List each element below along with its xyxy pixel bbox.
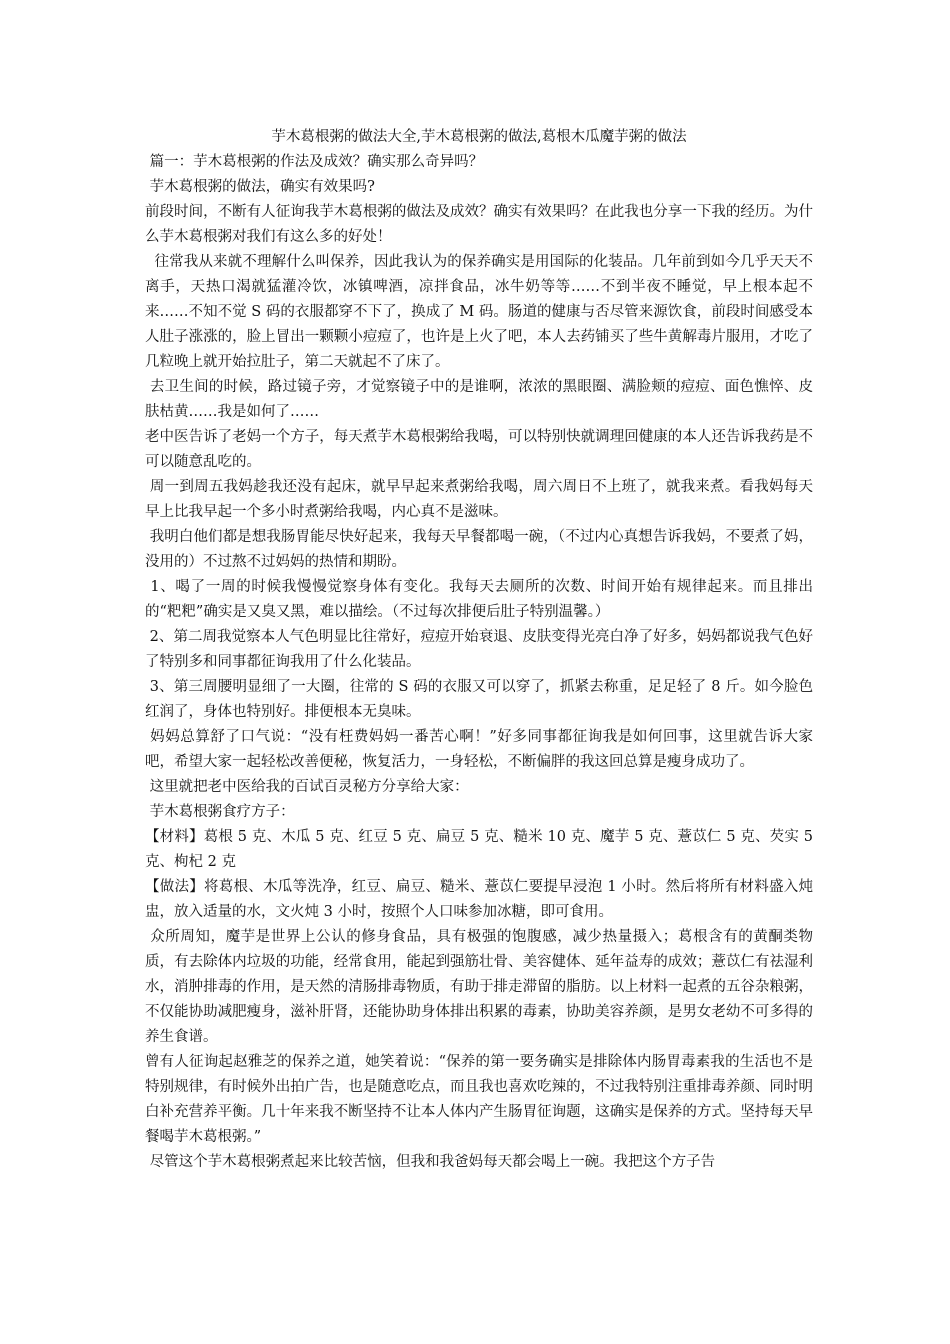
paragraph: 芋木葛根粥食疗方子： (145, 804, 295, 820)
paragraph: 周一到周五我妈趁我还没有起床，就早早起来煮粥给我喝，周六周日不上班了，就我来煮。看我妈每天早上比我早起一个多小时煮粥给我喝，内心真不是滋味。 (145, 479, 814, 520)
paragraph: 我明白他们都是想我肠胃能尽快好起来，我每天早餐都喝一碗，（不过内心真想告诉我妈，不要煮了妈，没用的）不过熬不过妈妈的热情和期盼。 (145, 529, 814, 570)
paragraph: 【材料】葛根 5 克、木瓜 5 克、红豆 5 克、扁豆 5 克、糙米 10 克、魔芋 5 克、薏苡仁 5 克、芡实 5 克、枸杞 2 克 (145, 829, 818, 870)
paragraph: 众所周知，魔芋是世界上公认的修身食品，具有极强的饱腹感，减少热量摄入；葛根含有的黄酮类物质，有去除体内垃圾的功能，经常食用，能起到强筋壮骨、美容健体、延年益寿的成效；薏苡仁有祛湿利水，消肿排毒的作用，是天然的清肠排毒物质，有助于排走滞留的脂肪。以上材料一起煮的五谷杂粮粥，不仅能协助减肥瘦身，滋补肝肾，还能协助身体排出积累的毒素，协助美容养颜，是男女老幼不可多得的养生食谱。 (145, 929, 813, 1045)
document-title: 芋木葛根粥的做法大全,芋木葛根粥的做法,葛根木瓜魔芋粥的做法 (271, 129, 687, 145)
paragraph: 【做法】将葛根、木瓜等洗净，红豆、扁豆、糙米、薏苡仁要提早浸泡 1 小时。然后将所有材料盛入炖盅，放入适量的水，文火炖 3 小时，按照个人口味参加冰糖，即可食用。 (145, 879, 813, 920)
paragraph: 2、第二周我觉察本人气色明显比往常好，痘痘开始衰退、皮肤变得光亮白净了好多，妈妈都说我气色好了特别多和同事都征询我用了什么化装品。 (145, 629, 813, 670)
paragraph: 往常我从来就不理解什么叫保养，因此我认为的保养确实是用国际的化装品。几年前到如今几乎天天不离手，天热口渴就猛灌冷饮，冰镇啤酒，凉拌食品，冰牛奶等等……不到半夜不睡觉，早上根本起不来……不知不觉 S 码的衣服都穿不下了，换成了 M 码。肠道的健康与否尽管来源饮食，前段时间感受本人肚子涨涨的，脸上冒出一颗颗小痘痘了，也许是上火了吧，本人去药铺买了些牛黄解毒片服用，才吃了几粒晚上就开始拉肚子，第二天就起不了床了。 (145, 254, 814, 370)
paragraph: 去卫生间的时候，路过镜子旁，才觉察镜子中的是谁啊，浓浓的黑眼圈、满脸颊的痘痘、面色憔悴、皮肤枯黄……我是如何了…… (145, 379, 814, 420)
paragraph: 老中医告诉了老妈一个方子，每天煮芋木葛根粥给我喝，可以特别快就调理回健康的本人还告诉我药是不可以随意乱吃的。 (145, 429, 813, 470)
paragraph: 1、喝了一周的时候我慢慢觉察身体有变化。我每天去厕所的次数、时间开始有规律起来。而且排出的“粑粑”确实是又臭又黑，难以描绘。（不过每次排便后肚子特别温馨。） (145, 579, 813, 620)
document-body (145, 125, 818, 1175)
paragraph: 尽管这个芋木葛根粥煮起来比较苦恼，但我和我爸妈每天都会喝上一碗。我把这个方子告 (145, 1154, 716, 1170)
paragraph: 芋木葛根粥的做法，确实有效果吗? (145, 179, 375, 195)
paragraph: 前段时间，不断有人征询我芋木葛根粥的做法及成效？确实有效果吗？在此我也分享一下我的经历。为什么芋木葛根粥对我们有这么多的好处！ (145, 204, 813, 245)
paragraph: 3、第三周腰明显细了一大圈，往常的 S 码的衣服又可以穿了，抓紧去称重，足足轻了 8 斤。如今脸色红润了，身体也特别好。排便根本无臭味。 (145, 679, 813, 720)
paragraph: 这里就把老中医给我的百试百灵秘方分享给大家： (145, 779, 469, 795)
paragraph: 曾有人征询起赵雅芝的保养之道，她笑着说：“保养的第一要务确实是排除体内肠胃毒素我的生活也不是特别规律，有时候外出拍广告，也是随意吃点，而且我也喜欢吃辣的，不过我特别注重排毒养颜、同时明白补充营养平衡。几十年来我不断坚持不让本人体内产生肠胃征询题，这确实是保养的方式。坚持每天早餐喝芋木葛根粥。” (145, 1054, 813, 1145)
paragraph: 篇一：芋木葛根粥的作法及成效？确实那么奇异吗？ (145, 154, 484, 170)
paragraph: 妈妈总算舒了口气说：“没有枉费妈妈一番苦心啊！”好多同事都征询我是如何回事，这里就告诉大家吧，希望大家一起轻松改善便秘，恢复活力，一身轻松，不断偏胖的我这回总算是瘦身成功了。 (145, 729, 813, 770)
